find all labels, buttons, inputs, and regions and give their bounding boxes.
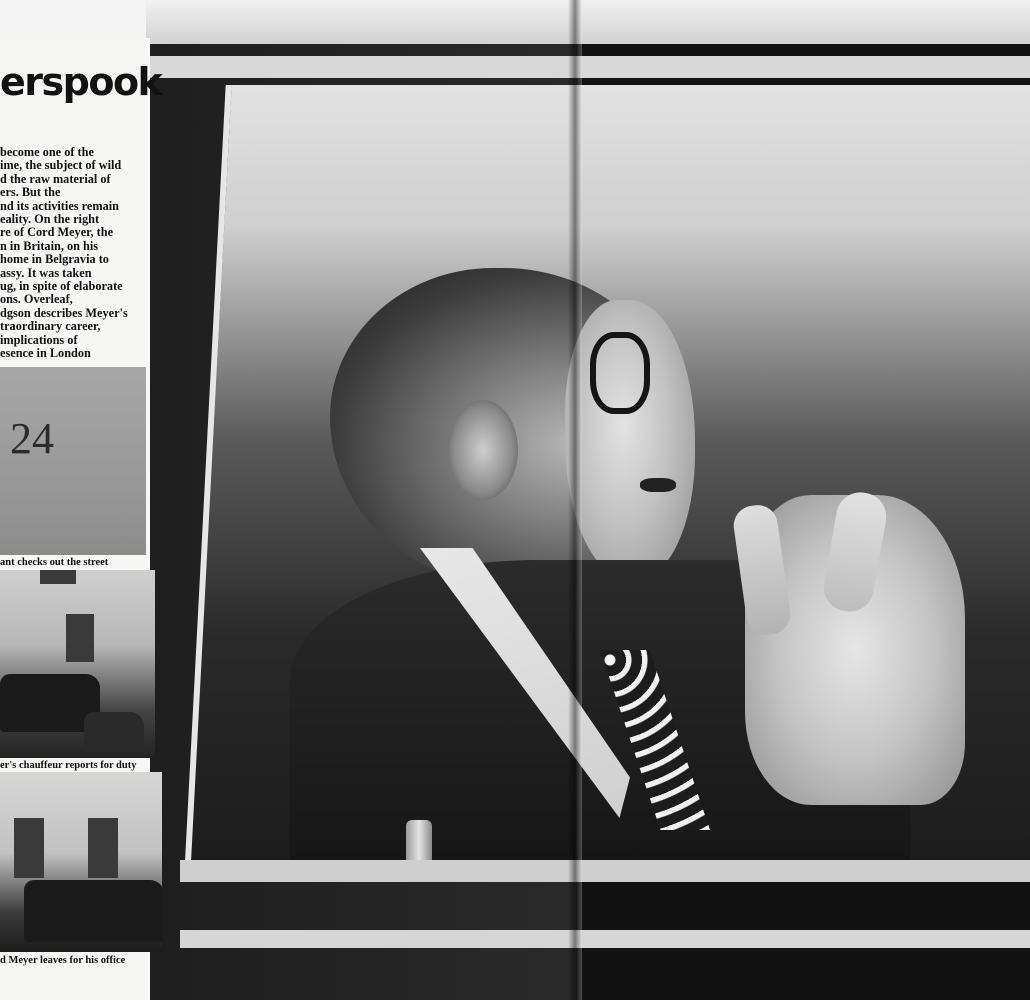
- door-trim: [180, 930, 1030, 948]
- headline: erspook: [0, 60, 162, 104]
- car-roof-band: [146, 0, 1030, 44]
- door-number-photo: [0, 367, 146, 555]
- door-photo-caption: ant checks out the street: [0, 557, 109, 568]
- street-photo: [0, 570, 155, 758]
- car-roof-stripe: [146, 56, 1030, 78]
- man-glasses: [590, 332, 650, 414]
- building-window: [88, 818, 118, 878]
- man-ear: [448, 400, 518, 500]
- window-frame-bottom: [180, 860, 1030, 882]
- building-window: [66, 614, 94, 662]
- door-number: 24: [10, 414, 54, 463]
- building-window: [40, 570, 76, 584]
- man-mouth: [640, 478, 676, 492]
- page-gutter: [568, 0, 582, 1000]
- office-photo: [0, 772, 162, 952]
- building-window: [14, 818, 44, 878]
- parked-car: [84, 712, 144, 752]
- office-photo-caption: d Meyer leaves for his office: [0, 955, 126, 966]
- intro-text: become one of the ime, the subject of wild d the raw material of ers. But the nd its activities remain eality. On the right re of Cord Meyer, the n in Britain, on his home in Belgravia to assy. It was taken ug, in spite of elaborate ons. Overleaf, dgson describes Meyer's traordinary career, implications of esence in London: [0, 145, 128, 361]
- parked-car: [24, 880, 162, 942]
- street-photo-caption: er's chauffeur reports for duty: [0, 760, 137, 771]
